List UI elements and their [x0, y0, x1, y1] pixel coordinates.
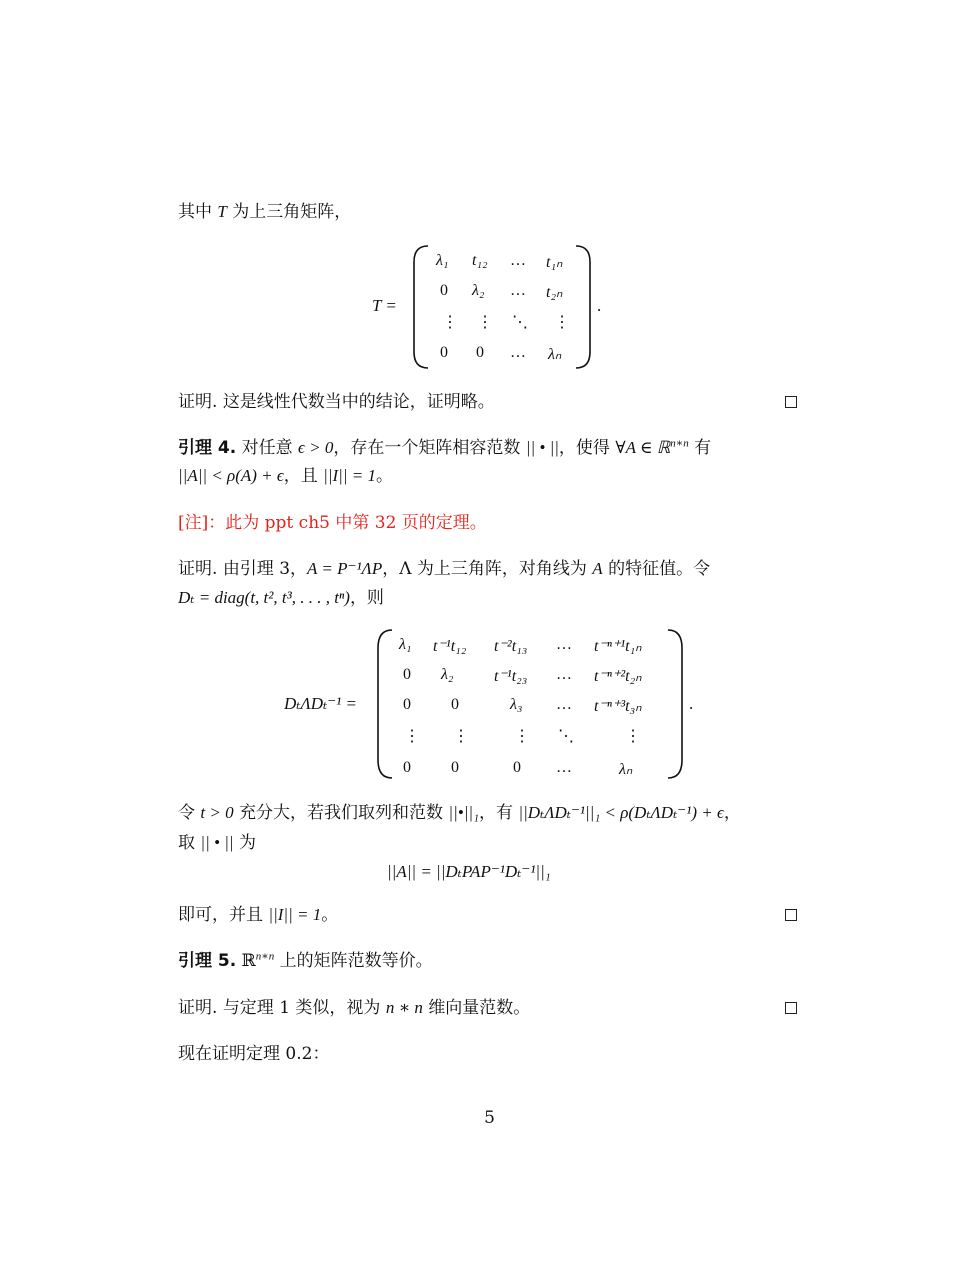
matrix-d-cell: λ₃ [510, 696, 523, 713]
matrix-d-cell: … [556, 636, 572, 653]
matrix-d-cell: λ₂ [441, 666, 454, 683]
lemma-5-title: 引理 5. [178, 951, 237, 971]
proof-3 [178, 995, 803, 1021]
intro-suffix: 为上三角矩阵， [232, 202, 352, 222]
para-3-line-2 [178, 830, 803, 856]
matrix-d-cell: ⋮ [625, 728, 641, 745]
matrix-t-cell: t₂ₙ [546, 284, 563, 301]
matrix-d-cell: ⋮ [514, 728, 530, 745]
conclusion-line [178, 902, 803, 928]
qed-symbol [785, 1002, 797, 1014]
matrix-d-cell: 0 [403, 666, 411, 683]
matrix-d-cell: 0 [451, 759, 459, 776]
proof-math: Dₜ = diag(t, t², t³, . . . , tⁿ) [178, 588, 350, 607]
proof-text: 的特征值。令 [608, 559, 711, 579]
matrix-t-cell: ⋱ [512, 314, 528, 331]
lemma-text: 。 [375, 466, 393, 486]
matrix-t-lhs: T = [372, 296, 397, 315]
proof-math: A = P⁻¹ΛP [307, 559, 383, 578]
proof-text: ，则 [349, 588, 384, 608]
lemma-text: ，且 [283, 466, 318, 486]
lemma-math: || • || [525, 438, 559, 457]
matrix-d-cell: t⁻ⁿ⁺²t₂ₙ [594, 668, 642, 685]
lemma-math: n∗n [255, 950, 275, 963]
proof-math: A [592, 559, 603, 578]
para-text: ， [723, 803, 741, 823]
para-3-line-1 [178, 800, 803, 826]
para-math: ||•||₁ [448, 803, 479, 822]
matrix-t-cell: λₙ [548, 346, 562, 363]
lemma-text: 有 [694, 438, 712, 458]
lemma-math: n∗n [670, 437, 689, 450]
matrix-t-cell: λ₁ [436, 252, 449, 269]
matrix-t-cell: ⋮ [554, 314, 570, 331]
matrix-d-cell: t⁻¹t₂₃ [494, 668, 528, 685]
lemma-5 [178, 948, 803, 974]
lemma-text: 对任意 [241, 438, 293, 458]
proof-text: 这是线性代数当中的结论，证明略。 [222, 392, 495, 412]
matrix-d-cell: t⁻ⁿ⁺³t₃ₙ [594, 698, 642, 715]
matrix-t-cell: 0 [440, 282, 448, 299]
para-math: || • || [200, 833, 234, 852]
matrix-d-cell: ⋱ [558, 728, 574, 745]
matrix-d-cell: 0 [403, 759, 411, 776]
final-line: 现在证明定理 0.2： [178, 1044, 330, 1064]
lemma-text: 上的矩阵范数等价。 [279, 951, 433, 971]
lemma-math: ||A|| < ρ(A) + ϵ [178, 466, 284, 485]
matrix-d-cell: ⋮ [404, 728, 420, 745]
para-math: t > 0 [200, 803, 234, 822]
para-math: ||I|| = 1 [268, 905, 322, 924]
lemma-4-title: 引理 4. [178, 438, 237, 458]
matrix-d-cell: … [556, 666, 572, 683]
para-math: ||DₜΛDₜ⁻¹||₁ < ρ(DₜΛDₜ⁻¹) + ϵ [518, 803, 724, 822]
proof-text: 由引理 3， [222, 559, 308, 579]
proof-label: 证明. [178, 998, 218, 1018]
para-text: 令 [178, 803, 195, 823]
matrix-t-cell: … [510, 252, 526, 269]
matrix-d-cell: 0 [513, 759, 521, 776]
matrix-d-cell: … [556, 759, 572, 776]
proof-math: n ∗ n [385, 998, 423, 1017]
proof-text: 维向量范数。 [428, 998, 531, 1018]
matrix-t-cell: t₁₂ [472, 252, 488, 269]
para-text: 为 [238, 833, 256, 853]
lemma-math: ϵ > 0 [298, 438, 334, 457]
matrix-d-cell: t⁻²t₁₃ [494, 638, 528, 655]
lemma-math: ||I|| = 1 [323, 466, 376, 485]
matrix-d-cell: t⁻ⁿ⁺¹t₁ₙ [594, 638, 642, 655]
proof-text: ，Λ 为上三角阵，对角线为 [382, 559, 587, 579]
lemma-text: ，存在一个矩阵相容范数 [333, 438, 521, 458]
matrix-d-cell: λₙ [619, 761, 633, 778]
matrix-t-cell: ⋮ [477, 314, 493, 331]
matrix-d-cell: ⋮ [453, 728, 469, 745]
matrix-t-cell: λ₂ [472, 282, 485, 299]
intro-prefix: 其中 [178, 202, 212, 222]
para-text: 即可，并且 [178, 905, 263, 925]
proof-text: 与定理 1 类似，视为 [222, 998, 381, 1018]
matrix-d-cell: 0 [451, 696, 459, 713]
proof-label: 证明. [178, 559, 218, 579]
para-text: 取 [178, 833, 195, 853]
page-number: 5 [484, 1108, 495, 1128]
qed-symbol [785, 909, 797, 921]
para-text: 。 [321, 905, 339, 925]
proof-label: 证明. [178, 392, 218, 412]
matrix-d-cell: 0 [403, 696, 411, 713]
matrix-d-cell: … [556, 696, 572, 713]
matrix-t-cell: t₁ₙ [546, 254, 563, 271]
para-text: ，有 [478, 803, 513, 823]
lemma-math: ∀A ∈ ℝ [615, 438, 671, 457]
matrix-t-cell: 0 [476, 344, 484, 361]
red-note: [注]：此为 ppt ch5 中第 32 页的定理。 [178, 513, 487, 533]
matrix-d-lhs: DₜΛDₜ⁻¹ = [284, 694, 357, 713]
matrix-t-cell: 0 [440, 344, 448, 361]
lemma-math: ℝ [241, 951, 256, 970]
intro-var: T [217, 202, 227, 221]
matrix-t-period: . [597, 296, 602, 315]
matrix-t-cell: … [510, 344, 526, 361]
matrix-t-cell: ⋮ [442, 314, 458, 331]
matrix-d-cell: t⁻¹t₁₂ [433, 638, 467, 655]
display-equation: ||A|| = ||DₜPAP⁻¹Dₜ⁻¹||₁ [387, 862, 551, 881]
matrix-d-period: . [689, 694, 694, 713]
para-text: 充分大，若我们取列和范数 [239, 803, 444, 823]
matrix-t-cell: … [510, 282, 526, 299]
lemma-text: ，使得 [558, 438, 610, 458]
matrix-d-cell: λ₁ [399, 636, 412, 653]
